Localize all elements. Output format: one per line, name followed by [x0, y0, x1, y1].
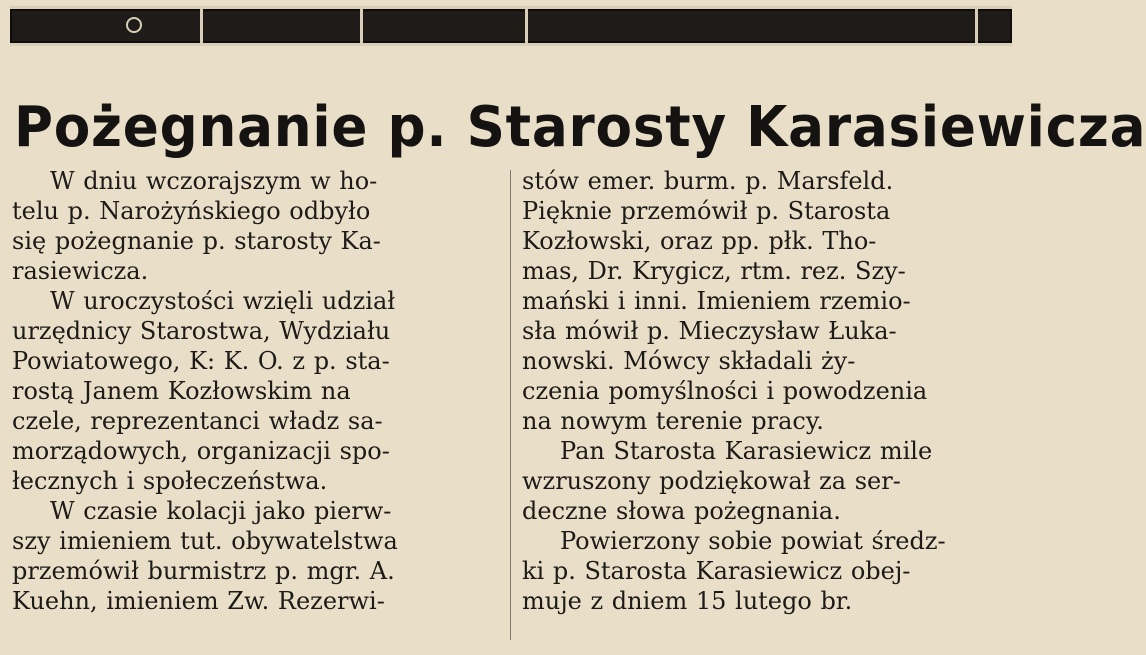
- text-line: W dniu wczorajszym w ho-: [50, 167, 378, 195]
- text-line: deczne słowa pożegnania.: [522, 497, 841, 525]
- text-line: mas, Dr. Krygicz, rtm. rez. Szy-: [522, 257, 906, 285]
- article-body: [12, 166, 1012, 655]
- text-line: Powiatowego, K: K. O. z p. sta-: [12, 347, 390, 375]
- text-line: Pan Starosta Karasiewicz mile: [560, 437, 933, 465]
- text-line: telu p. Narożyńskiego odbyło: [12, 197, 371, 225]
- text-line: łecznych i społeczeństwa.: [12, 467, 328, 495]
- text-line: ki p. Starosta Karasiewicz obej-: [522, 557, 911, 585]
- left-column: [12, 166, 502, 616]
- text-line: Kuehn, imieniem Zw. Rezerwi-: [12, 587, 385, 615]
- text-line: przemówił burmistrz p. mgr. A.: [12, 557, 395, 585]
- text-line: wzruszony podziękował za ser-: [522, 467, 901, 495]
- rule-divider: [525, 9, 528, 43]
- text-line: urzędnicy Starostwa, Wydziału: [12, 317, 391, 345]
- ornament-ring: [126, 17, 142, 33]
- text-line: muje z dniem 15 lutego br.: [522, 587, 853, 615]
- text-line: nowski. Mówcy składali ży-: [522, 347, 856, 375]
- rule-divider: [360, 9, 363, 43]
- text-line: szy imieniem tut. obywatelstwa: [12, 527, 398, 555]
- text-line: rostą Janem Kozłowskim na: [12, 377, 351, 405]
- text-line: mański i inni. Imieniem rzemio-: [522, 287, 911, 315]
- column-rule: [510, 170, 511, 640]
- text-line: W uroczystości wzięli udział: [50, 287, 396, 315]
- text-line: Powierzony sobie powiat średz-: [560, 527, 946, 555]
- right-column: [522, 166, 1012, 616]
- article-headline: Pożegnanie p. Starosty Karasiewicza: [14, 94, 1146, 160]
- text-line: sła mówił p. Mieczysław Łuka-: [522, 317, 897, 345]
- rule-divider: [975, 9, 978, 43]
- text-line: czele, reprezentanci władz sa-: [12, 407, 383, 435]
- text-line: morządowych, organizacji spo-: [12, 437, 390, 465]
- text-line: stów emer. burm. p. Marsfeld.: [522, 167, 894, 195]
- rule-divider: [200, 9, 203, 43]
- text-line: Kozłowski, oraz pp. płk. Tho-: [522, 227, 877, 255]
- text-line: Pięknie przemówił p. Starosta: [522, 197, 891, 225]
- text-line: W czasie kolacji jako pierw-: [50, 497, 392, 525]
- text-line: się pożegnanie p. starosty Ka-: [12, 227, 381, 255]
- text-line: czenia pomyślności i powodzenia: [522, 377, 928, 405]
- text-line: rasiewicza.: [12, 257, 149, 285]
- text-line: na nowym terenie pracy.: [522, 407, 824, 435]
- top-ornamental-rule: [10, 6, 1012, 46]
